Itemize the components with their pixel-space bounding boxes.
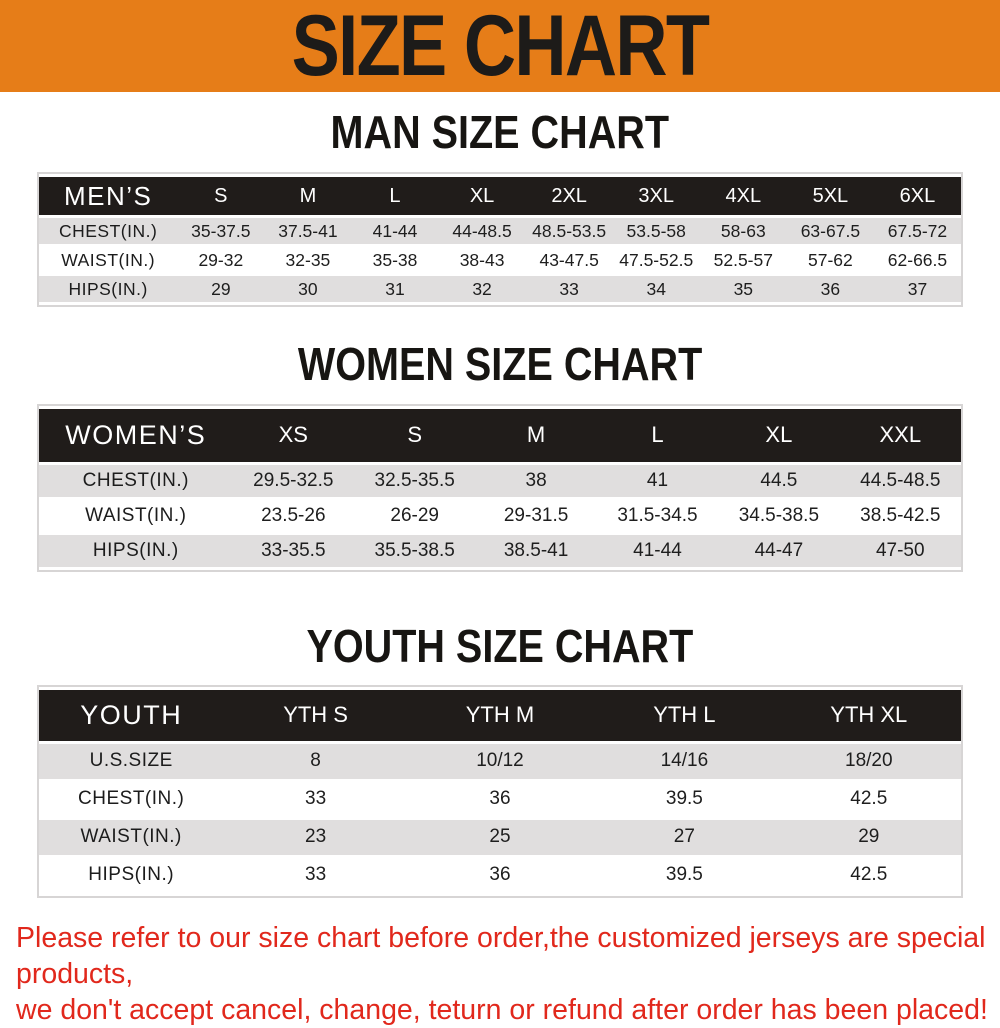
man-size-chart-section: [0, 108, 1000, 307]
size-value: 29: [858, 826, 880, 848]
size-column-header: YTH M: [465, 702, 535, 728]
row-label: U.S.SIZE: [89, 750, 173, 772]
table-corner-label: WOMEN’S: [65, 419, 207, 450]
size-value: 47-50: [875, 539, 925, 561]
size-value: 31: [385, 278, 405, 299]
man-size-chart-heading: [0, 108, 1000, 156]
size-value: 32: [472, 278, 492, 299]
size-value: 35: [733, 278, 754, 299]
row-label: CHEST(IN.): [82, 469, 189, 491]
table-corner-label: YOUTH: [80, 699, 183, 730]
size-value: 23: [305, 826, 327, 848]
size-column-header: YTH L: [653, 702, 716, 728]
size-value: 44.5-48.5: [860, 469, 941, 491]
size-value: 32.5-35.5: [374, 469, 455, 491]
size-value: 30: [298, 278, 318, 299]
size-value: 52.5-57: [713, 249, 773, 270]
table-row: [39, 276, 961, 302]
size-value: 33: [559, 278, 579, 299]
table-row: [39, 465, 961, 497]
row-label: WAIST(IN.): [85, 504, 187, 526]
size-value: 44-47: [754, 539, 804, 561]
table-row: [39, 744, 961, 779]
size-value: 47.5-52.5: [619, 249, 694, 270]
table-row: [39, 782, 961, 817]
size-column-header: S: [407, 422, 423, 448]
size-value: 35-38: [372, 249, 418, 270]
disclaimer-line-2: we don't accept cancel, change, teturn or refund after order has been placed!: [16, 993, 988, 1026]
women-size-chart-heading-text: WOMEN SIZE CHART: [297, 338, 703, 391]
row-label: WAIST(IN.): [61, 249, 156, 270]
size-value: 42.5: [850, 788, 888, 810]
size-value: 44-48.5: [452, 220, 512, 241]
table-row: [39, 500, 961, 532]
row-label: CHEST(IN.): [58, 220, 158, 241]
size-column-header: 4XL: [725, 184, 762, 207]
size-value: 57-62: [808, 249, 853, 270]
youth-size-table: [37, 685, 963, 898]
size-value: 29: [211, 278, 231, 299]
size-column-header: XS: [278, 422, 308, 448]
size-value: 31.5-34.5: [617, 504, 698, 526]
size-value: 35.5-38.5: [374, 539, 455, 561]
size-value: 41-44: [633, 539, 682, 561]
row-label: HIPS(IN.): [88, 864, 175, 886]
table-row: [39, 535, 961, 567]
size-value: 37.5-41: [278, 220, 338, 241]
size-value: 39.5: [665, 864, 703, 886]
size-column-header: XL: [469, 184, 495, 207]
row-label: HIPS(IN.): [68, 278, 148, 299]
women-size-chart-heading: [0, 338, 1000, 391]
size-column-header: S: [214, 184, 228, 207]
size-column-header: 6XL: [899, 184, 936, 207]
size-value: 36: [489, 864, 511, 886]
size-value: 26-29: [390, 504, 439, 526]
size-column-header: M: [526, 422, 546, 448]
size-value: 29-32: [198, 249, 244, 270]
size-value: 33: [305, 788, 327, 810]
size-value: 10/12: [476, 750, 524, 772]
size-value: 41-44: [372, 220, 418, 241]
size-column-header: YTH S: [283, 702, 348, 728]
size-value: 34: [646, 278, 666, 299]
size-value: 32-35: [285, 249, 331, 270]
size-column-header: 5XL: [812, 184, 849, 207]
size-value: 38.5-41: [503, 539, 569, 561]
size-value: 14/16: [660, 750, 709, 772]
page-title-text: SIZE CHART: [291, 0, 709, 94]
size-value: 36: [489, 788, 511, 810]
youth-size-chart-heading: [0, 619, 1000, 672]
size-value: 43-47.5: [539, 249, 599, 270]
size-value: 44.5: [760, 469, 798, 491]
page-title: [252, 0, 748, 94]
size-value: 38-43: [459, 249, 505, 270]
size-value: 38: [525, 469, 547, 491]
row-label: HIPS(IN.): [92, 539, 179, 561]
table-row: [39, 858, 961, 893]
size-value: 48.5-53.5: [532, 220, 607, 241]
size-column-header: 2XL: [551, 184, 587, 207]
size-value: 33-35.5: [261, 539, 326, 561]
size-column-header: 3XL: [638, 184, 675, 207]
size-column-header: L: [651, 422, 664, 448]
size-column-header: XL: [765, 422, 793, 448]
size-value: 36: [820, 278, 841, 299]
size-value: 27: [673, 826, 695, 848]
size-value: 42.5: [850, 864, 888, 886]
size-value: 63-67.5: [800, 220, 861, 241]
table-row: [39, 820, 961, 855]
size-value: 29.5-32.5: [253, 469, 334, 491]
size-value: 34.5-38.5: [738, 504, 820, 526]
size-value: 29-31.5: [503, 504, 569, 526]
size-column-header: YTH XL: [830, 702, 908, 728]
table-header-row: [39, 409, 961, 462]
disclaimer-text: [0, 898, 1000, 1028]
man-size-chart-heading-text: MAN SIZE CHART: [330, 106, 670, 158]
size-chart-banner: [0, 0, 1000, 92]
women-size-table: [37, 404, 963, 572]
size-value: 23.5-26: [261, 504, 326, 526]
table-header-row: [39, 690, 961, 741]
table-row: [39, 247, 961, 273]
table-row: [39, 218, 961, 244]
size-value: 25: [489, 826, 511, 848]
size-column-header: M: [299, 184, 317, 207]
size-value: 58-63: [720, 220, 766, 241]
size-value: 67.5-72: [887, 220, 948, 241]
youth-size-chart-heading-text: YOUTH SIZE CHART: [306, 619, 694, 672]
row-label: CHEST(IN.): [78, 788, 185, 810]
table-header-row: [39, 177, 961, 215]
men-size-table: [37, 172, 963, 307]
size-value: 53.5-58: [626, 220, 686, 241]
row-label: WAIST(IN.): [80, 826, 182, 848]
women-size-chart-section: [0, 340, 1000, 571]
size-value: 33: [305, 864, 327, 886]
table-corner-label: MEN’S: [63, 180, 153, 211]
size-column-header: XXL: [879, 422, 922, 448]
size-value: 37: [907, 278, 928, 299]
size-value: 35-37.5: [191, 220, 251, 241]
disclaimer-line-1: Please refer to our size chart before order,the customized jerseys are special products,: [16, 921, 986, 990]
size-value: 38.5-42.5: [860, 504, 941, 526]
size-value: 18/20: [845, 750, 893, 772]
size-column-header: L: [389, 184, 401, 207]
size-value: 8: [310, 750, 321, 772]
size-value: 62-66.5: [887, 249, 948, 270]
youth-size-chart-section: [0, 619, 1000, 898]
size-value: 41: [646, 469, 669, 491]
size-value: 39.5: [665, 788, 703, 810]
